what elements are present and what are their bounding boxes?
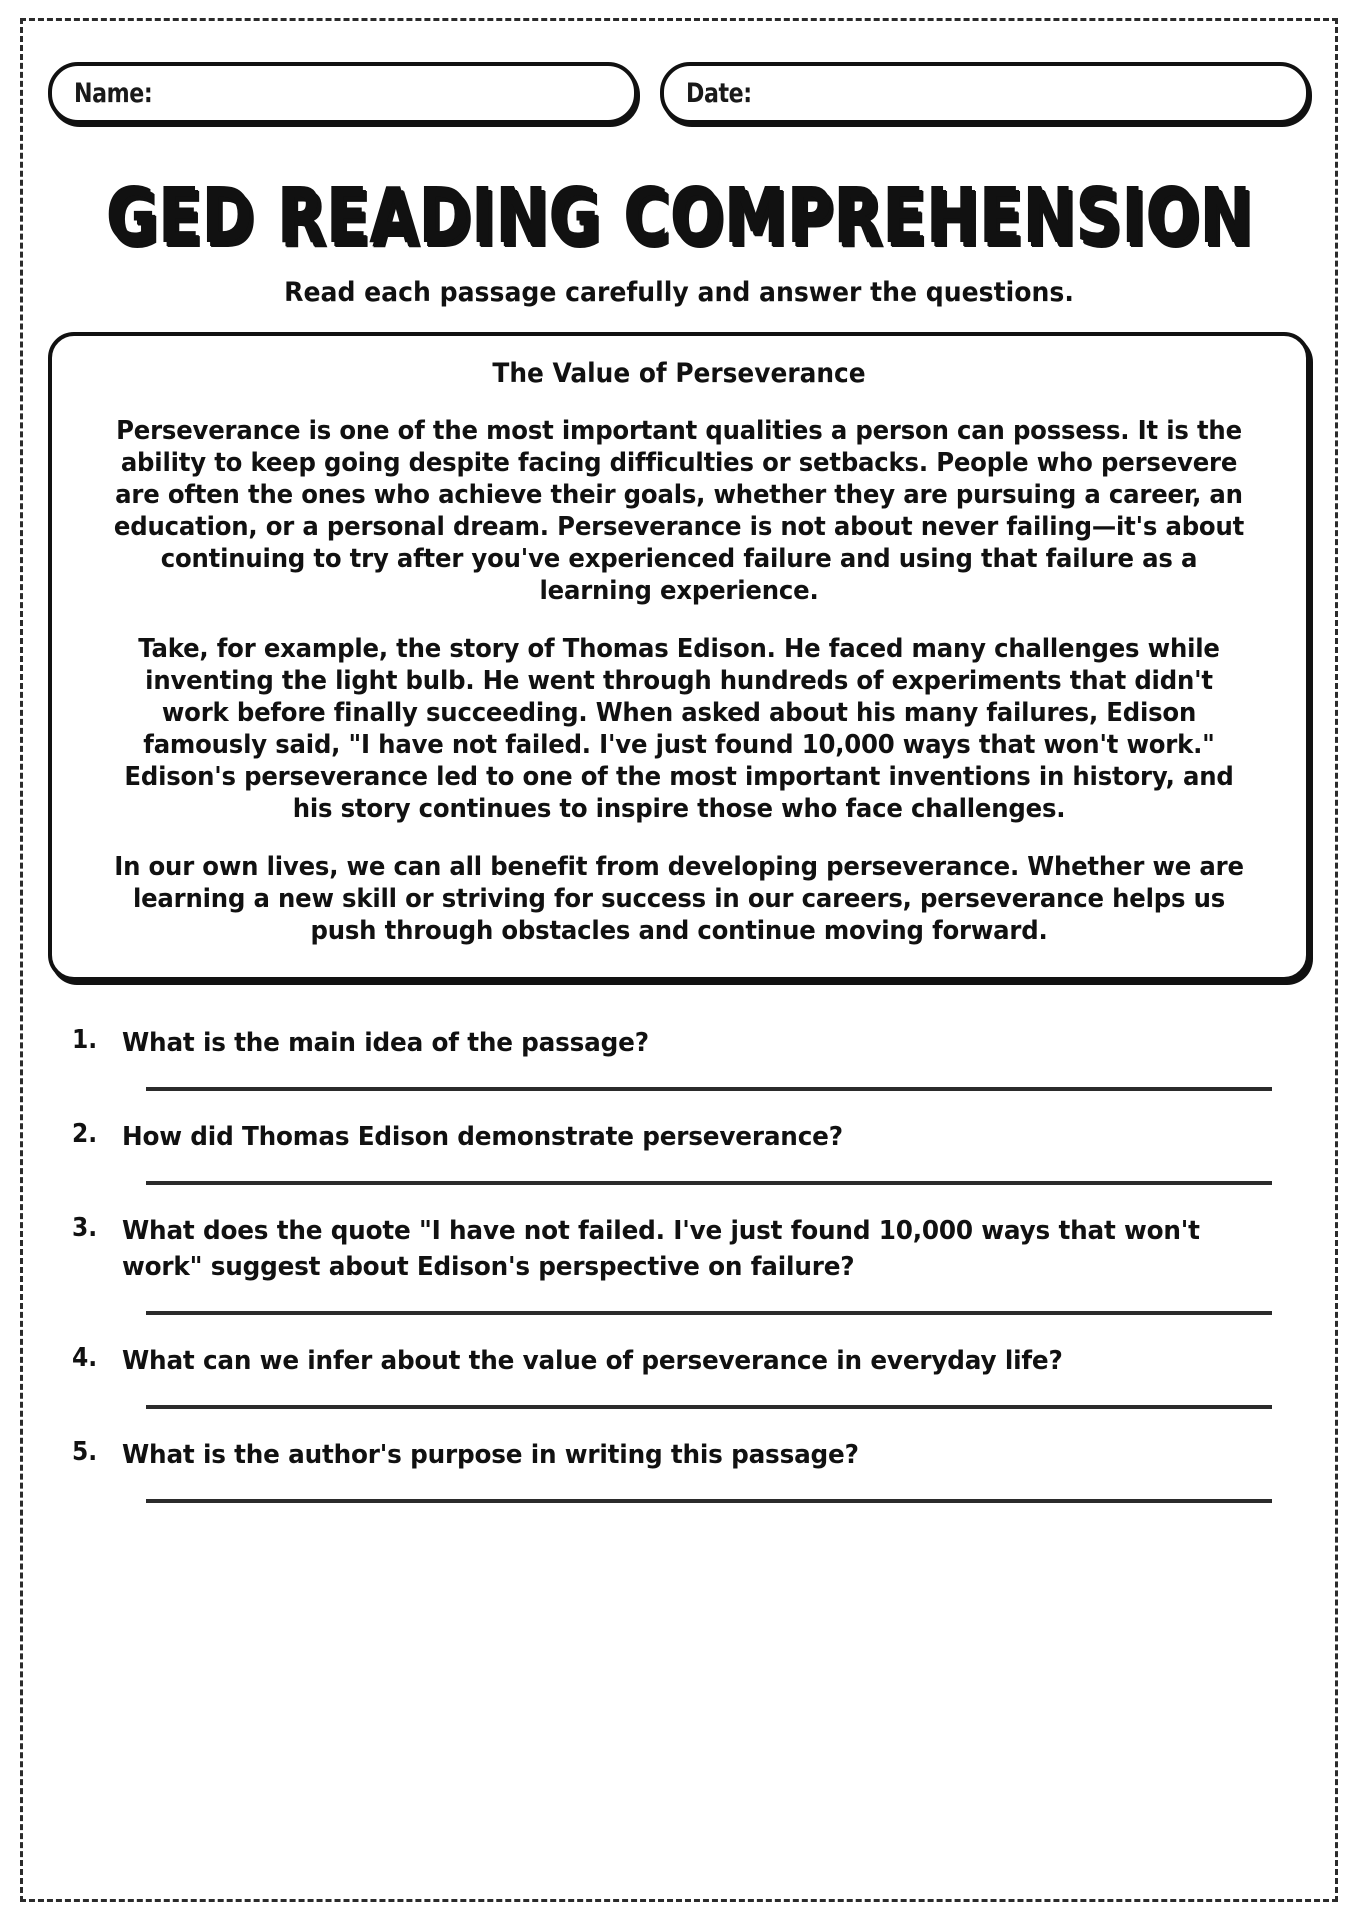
- answer-line-2[interactable]: [146, 1181, 1272, 1185]
- question-block: [72, 1343, 1286, 1409]
- worksheet-content: [22, 18, 1336, 1902]
- page-subtitle: Read each passage carefully and answer the questions.: [284, 277, 1074, 308]
- date-field[interactable]: [660, 62, 1310, 124]
- question-text: How did Thomas Edison demonstrate perseverance?: [122, 1122, 843, 1152]
- question-item-1: [72, 1025, 1286, 1061]
- date-field-label: Date:: [686, 77, 752, 109]
- name-date-row: [48, 62, 1310, 124]
- name-field[interactable]: [48, 62, 638, 124]
- answer-line-5[interactable]: [146, 1499, 1272, 1503]
- question-block: [72, 1213, 1286, 1315]
- answer-line-4[interactable]: [146, 1405, 1272, 1409]
- question-block: [72, 1025, 1286, 1091]
- question-number: 1.: [72, 1025, 98, 1055]
- question-text: What does the quote "I have not failed. I've just found 10,000 ways that won't work" suggest about Edison's perspective on failure?: [122, 1216, 1200, 1282]
- question-block: [72, 1437, 1286, 1503]
- question-item-2: [72, 1119, 1286, 1155]
- question-item-4: [72, 1343, 1286, 1379]
- name-field-label: Name:: [74, 77, 153, 109]
- question-text: What can we infer about the value of perseverance in everyday life?: [122, 1346, 1063, 1376]
- question-item-3: [72, 1213, 1286, 1285]
- passage-title: The Value of Perseverance: [492, 358, 866, 389]
- questions-list: [48, 1025, 1310, 1503]
- question-number: 5.: [72, 1437, 98, 1467]
- question-number: 4.: [72, 1343, 98, 1373]
- passage-card: [48, 332, 1310, 981]
- passage-paragraph: Perseverance is one of the most important qualities a person can possess. It is the ability to keep going despite facing difficulties or setbacks. People who persevere are often the ones who achieve their goals, whether they are pursuing a career, an education, or a personal dream. Perseverance is not about never failing—it's about continuing to try after you've experienced failure and using that failure as a learning experience.: [113, 416, 1245, 606]
- question-block: [72, 1119, 1286, 1185]
- page-title: GED READING COMPREHENSION: [105, 172, 1253, 261]
- answer-line-1[interactable]: [146, 1087, 1272, 1091]
- passage-paragraph: In our own lives, we can all benefit from developing perseverance. Whether we are learning a new skill or striving for success in our careers, perseverance helps us push through obstacles and continue moving forward.: [114, 852, 1244, 946]
- answer-line-3[interactable]: [146, 1311, 1272, 1315]
- question-number: 3.: [72, 1213, 98, 1243]
- passage-paragraph: Take, for example, the story of Thomas Edison. He faced many challenges while inventing the light bulb. He went through hundreds of experiments that didn't work before finally succeeding. When asked about his many failures, Edison famously said, "I have not failed. I've just found 10,000 ways that won't work." Edison's perseverance led to one of the most important inventions in history, and his story continues to inspire those who face challenges.: [124, 634, 1234, 824]
- question-item-5: [72, 1437, 1286, 1473]
- question-text: What is the author's purpose in writing this passage?: [122, 1440, 859, 1470]
- question-text: What is the main idea of the passage?: [122, 1028, 649, 1058]
- question-number: 2.: [72, 1119, 98, 1149]
